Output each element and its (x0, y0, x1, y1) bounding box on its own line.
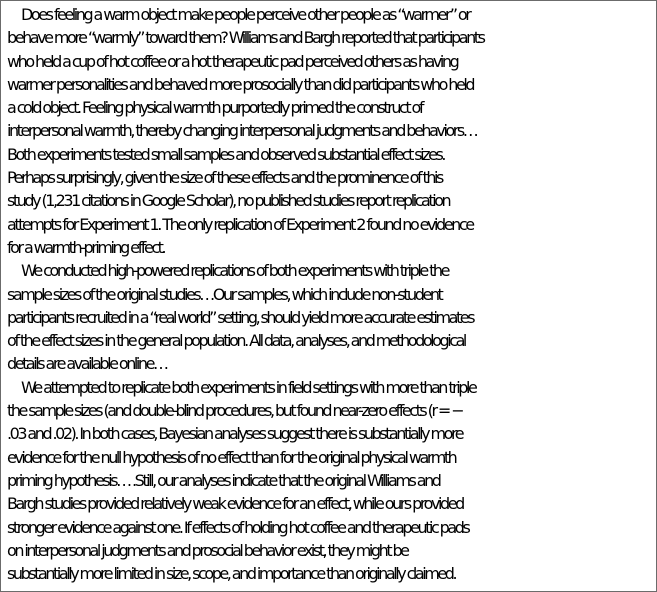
paragraph-1-line: a cold object. Feeling physical warmth purportedly primed the construct of (7, 98, 423, 118)
paragraph-3-line: .03 and .02). In both cases, Bayesian analyses suggest there is substantially more (7, 424, 463, 444)
paragraph-1-line: for a warmth-priming effect. (7, 237, 165, 257)
paragraph-1-line: behave more “warmly” toward them? Williams and Bargh reported that participants (7, 28, 484, 48)
paragraph-3-line: We attempted to replicate both experiments in field settings with more than triple (21, 377, 476, 397)
paragraph-2-line: sample sizes of the original studies…Our samples, which include non-student (7, 284, 442, 304)
paragraph-3-line: Bargh studies provided relatively weak evidence for an effect, while ours provided (7, 494, 463, 514)
paragraph-1-line: who held a cup of hot coffee or a hot therapeutic pad perceived others as having (7, 51, 458, 71)
paragraph-3-line: stronger evidence against one. If effects of holding hot coffee and therapeutic pads (7, 517, 469, 537)
paragraph-2-line: details are available online… (7, 354, 167, 374)
paragraph-1-line: Perhaps surprisingly, given the size of these effects and the prominence of this (7, 168, 442, 188)
paragraph-1-line: Both experiments tested small samples and observed substantial effect sizes. (7, 144, 445, 164)
paragraph-3-line: substantially more limited in size, scope, and importance than originally claimed. (7, 564, 456, 584)
paragraph-2-line: participants recruited in a “real world” setting, should yield more accurate estimates (7, 307, 474, 327)
paragraph-1-line: study (1,231 citations in Google Scholar), no published studies report replication (7, 191, 450, 211)
paragraph-2-line: We conducted high-powered replications of both experiments with triple the (21, 261, 449, 281)
paragraph-1-line: Does feeling a warm object make people perceive other people as “warmer” or (21, 5, 470, 24)
paragraph-1-line: attempts for Experiment 1. The only replication of Experiment 2 found no evidence (7, 214, 473, 234)
paragraph-1-line: warmer personalities and behaved more prosocially than did participants who held (7, 74, 474, 94)
paragraph-2-line: of the effect sizes in the general population. All data, analyses, and methodological (7, 331, 465, 351)
paragraph-3-line: the sample sizes (and double-blind procedures, but found near-zero effects (r = − (7, 401, 463, 421)
paragraph-1-line: interpersonal warmth, thereby changing interpersonal judgments and behaviors… (7, 121, 477, 141)
paragraph-3-line: on interpersonal judgments and prosocial behavior exist, they might be (7, 540, 408, 560)
paragraph-3-line: priming hypothesis… .Still, our analyses indicate that the original Williams and (7, 470, 440, 490)
paragraph-3-line: evidence for the null hypothesis of no effect than for the original physical warmth (7, 447, 456, 467)
document-body (7, 3, 657, 585)
